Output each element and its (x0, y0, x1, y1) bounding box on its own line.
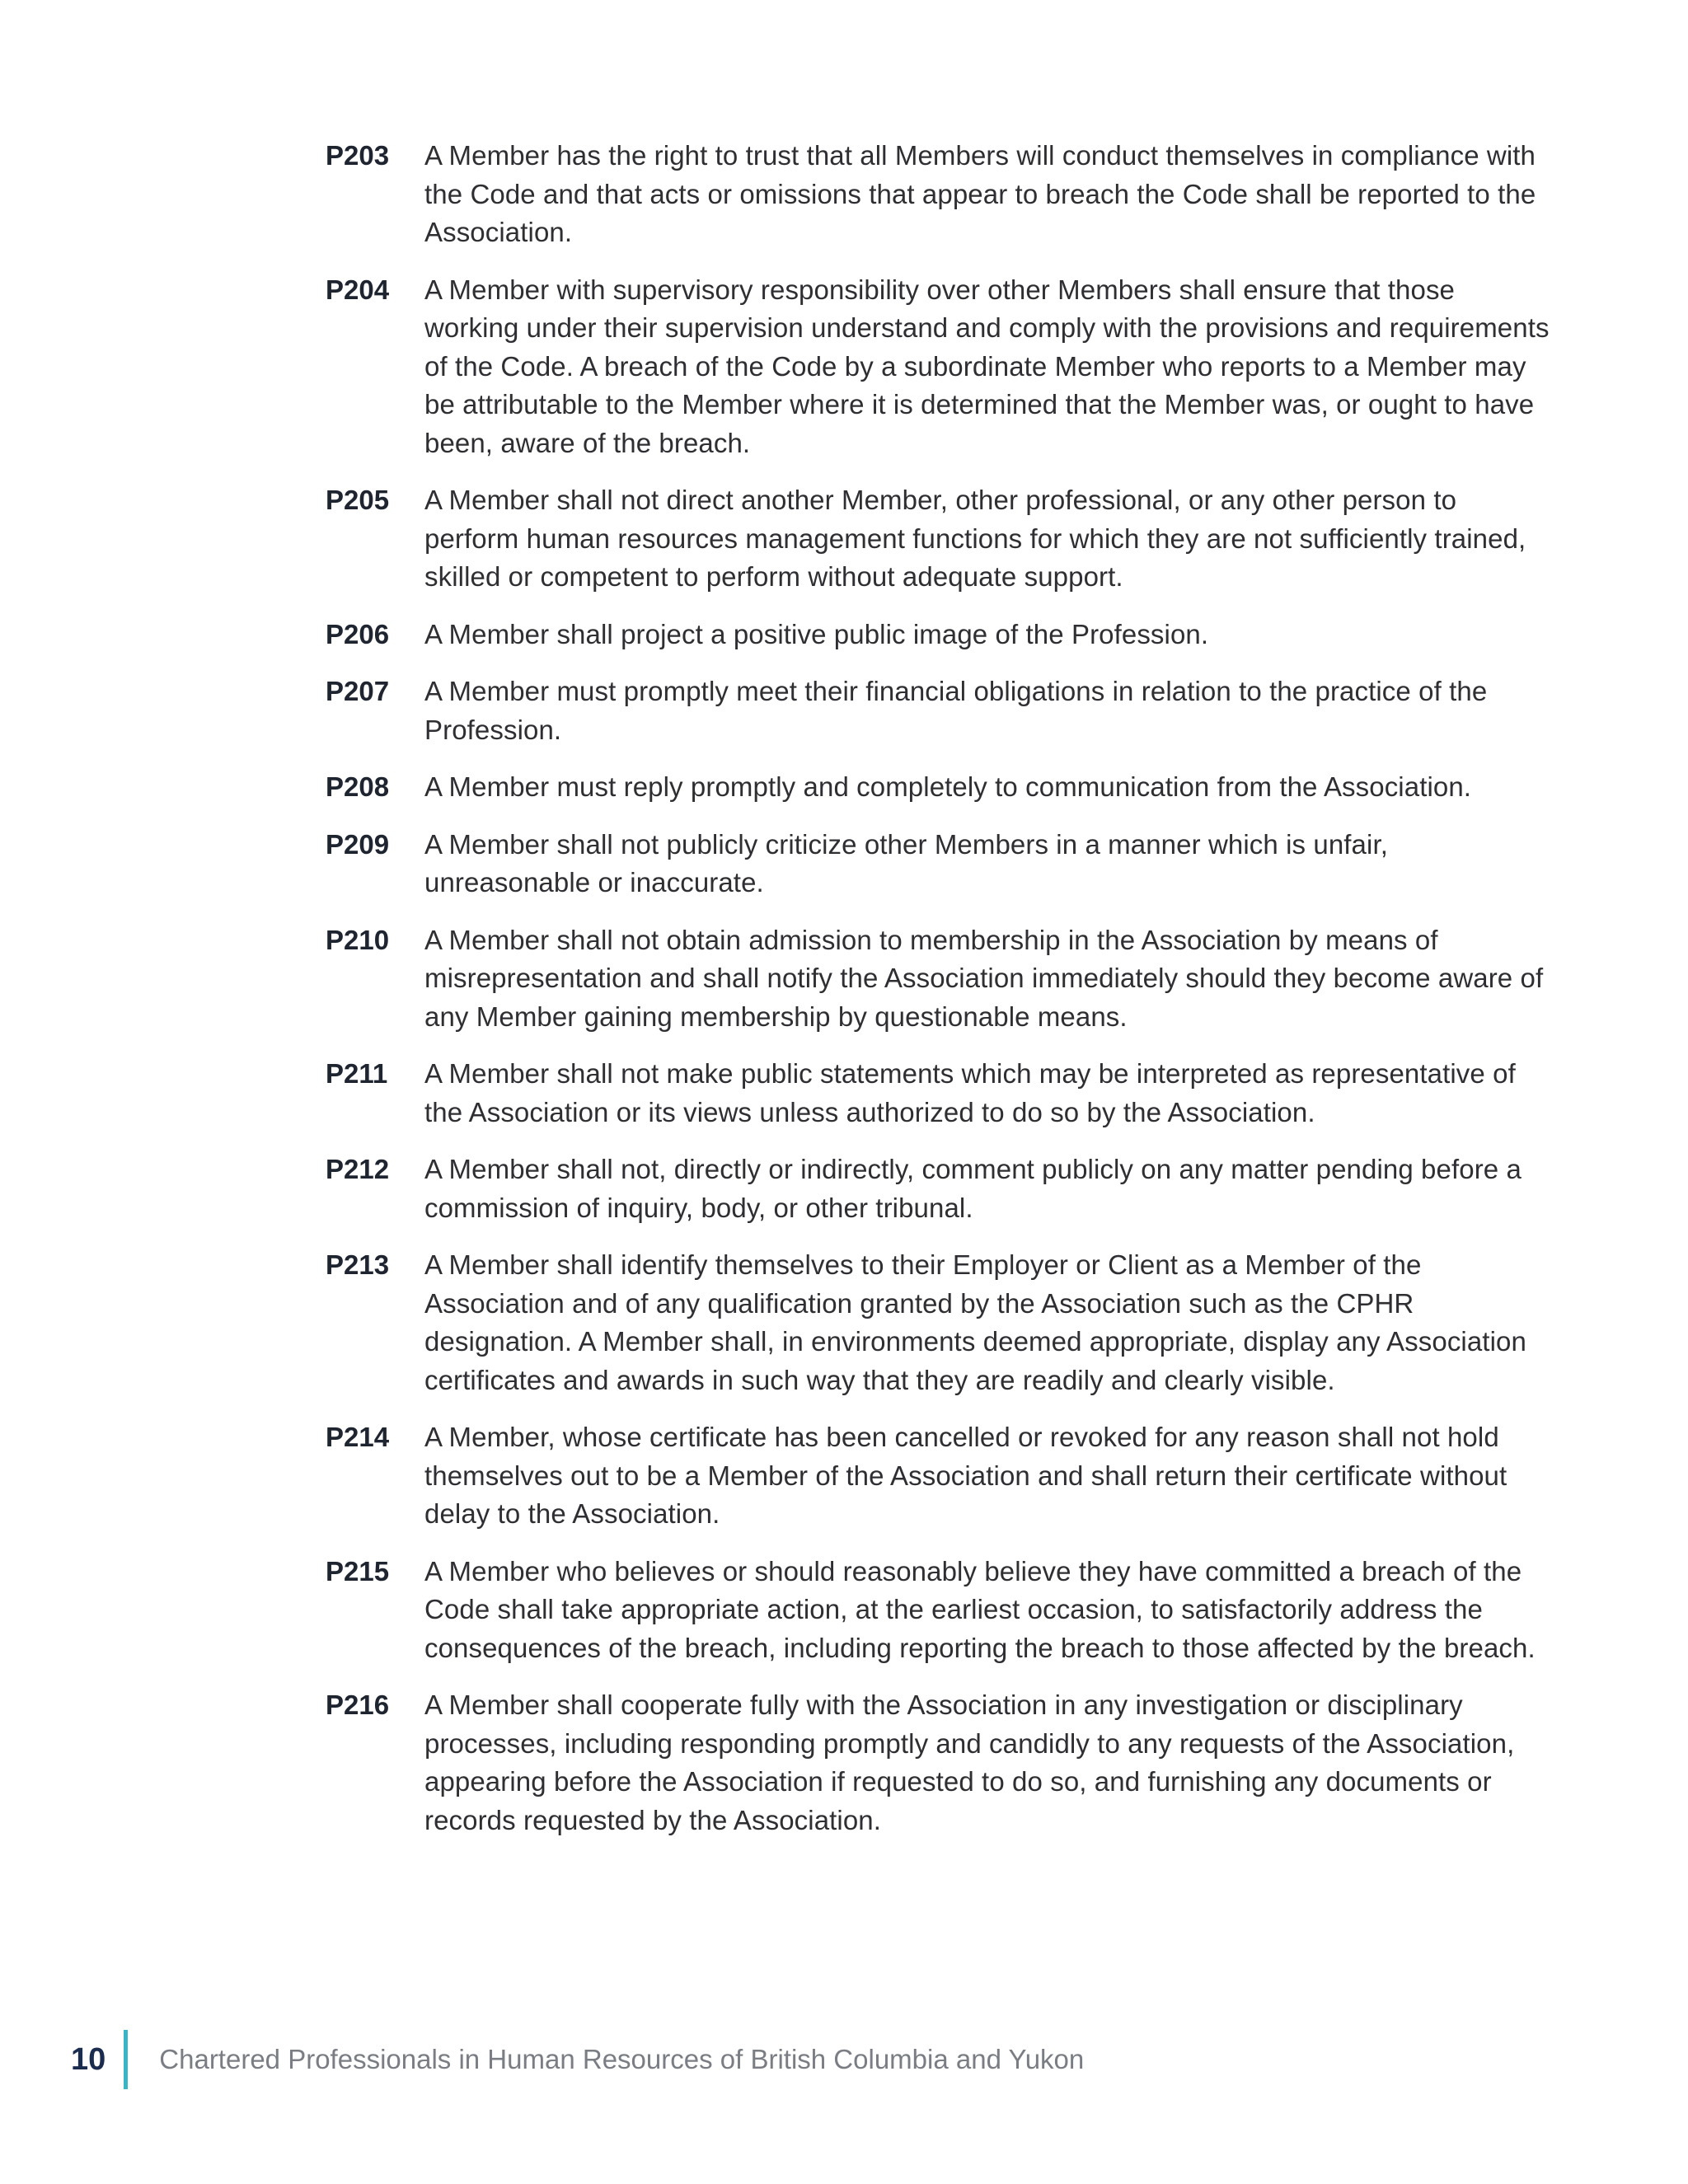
provision-p215 (326, 1553, 1554, 1668)
provision-code: P204 (326, 274, 390, 305)
provision-code: P211 (326, 1058, 388, 1089)
provision-text: A Member shall not, directly or indirectly, comment publicly on any matter pending before a commission of inquiry, body, or other tribunal. (424, 1154, 1522, 1223)
provision-code: P212 (326, 1154, 390, 1184)
provision-text: A Member shall not publicly criticize other Members in a manner which is unfair, unreasonable or inaccurate. (424, 828, 1388, 898)
provision-p204 (326, 271, 1554, 463)
provision-p207 (326, 673, 1554, 749)
provision-p208 (326, 768, 1554, 807)
provision-text: A Member must reply promptly and completely to communication from the Association. (424, 771, 1472, 802)
provision-text: A Member shall not make public statements which may be interpreted as representative of the Association or its views unless authorized to do so by the Association. (424, 1058, 1516, 1127)
provision-p211 (326, 1055, 1554, 1132)
provision-p210 (326, 921, 1554, 1037)
provision-code: P205 (326, 485, 390, 515)
provision-text: A Member, whose certificate has been cancelled or revoked for any reason shall not hold themselves out to be a Member of the Association and shall return their certificate without delay to the Association. (424, 1422, 1507, 1529)
provision-code: P213 (326, 1249, 390, 1280)
provision-p206 (326, 616, 1554, 654)
provision-code: P216 (326, 1690, 390, 1720)
footer-divider (124, 2030, 128, 2089)
provisions-list (326, 137, 1554, 1858)
provision-text: A Member shall not direct another Member, other professional, or any other person to perform human resources management functions for which they are not sufficiently trained, skilled or competent to perform without adequate support. (424, 485, 1526, 592)
page-number: 10 (71, 2041, 106, 2077)
provision-text: A Member must promptly meet their financial obligations in relation to the practice of the Profession. (424, 676, 1488, 745)
provision-code: P214 (326, 1422, 390, 1452)
provision-p203 (326, 137, 1554, 252)
provision-p213 (326, 1246, 1554, 1399)
provision-text: A Member shall project a positive public image of the Profession. (424, 618, 1209, 649)
provision-p205 (326, 481, 1554, 597)
provision-p216 (326, 1686, 1554, 1840)
provision-code: P203 (326, 140, 390, 171)
provision-code: P209 (326, 828, 390, 860)
provision-text: A Member who believes or should reasonably believe they have committed a breach of the Code shall take appropriate action, at the earliest occasion, to satisfactorily address the consequences of the breach, including reporting the breach to those affected by the breach. (424, 1555, 1536, 1663)
provision-code: P207 (326, 676, 390, 706)
provision-text: A Member with supervisory responsibility over other Members shall ensure that those working under their supervision understand and comply with the provisions and requirements of the Code. A breach of the Code by a subordinate Member who reports to a Member may be attributable to the Member where it is determined that the Member was, or ought to have been, aware of the breach. (424, 274, 1550, 458)
provision-code: P210 (326, 924, 390, 955)
provision-p212 (326, 1151, 1554, 1227)
provision-text: A Member shall identify themselves to their Employer or Client as a Member of the Association and of any qualification granted by the Association such as the CPHR designation. A Member shall, in environments deemed appropriate, display any Association certificates and awards in such way that they are readily and clearly visible. (424, 1249, 1526, 1395)
provision-code: P215 (326, 1555, 390, 1586)
provision-p214 (326, 1418, 1554, 1534)
provision-code: P206 (326, 618, 390, 649)
page-footer (71, 2030, 1084, 2089)
provision-text: A Member has the right to trust that all Members will conduct themselves in compliance with the Code and that acts or omissions that appear to breach the Code shall be reported to the Association. (424, 140, 1536, 247)
provision-text: A Member shall cooperate fully with the Association in any investigation or disciplinary processes, including responding promptly and candidly to any requests of the Association, appearing before the Association if requested to do so, and furnishing any documents or records requested by the Association. (424, 1690, 1515, 1835)
organization-name: Chartered Professionals in Human Resources of British Columbia and Yukon (159, 2044, 1085, 2074)
provision-text: A Member shall not obtain admission to membership in the Association by means of misrepresentation and shall notify the Association immediately should they become aware of any Member gaining membership by questionable means. (424, 924, 1544, 1032)
provision-code: P208 (326, 771, 390, 802)
provision-p209 (326, 826, 1554, 902)
